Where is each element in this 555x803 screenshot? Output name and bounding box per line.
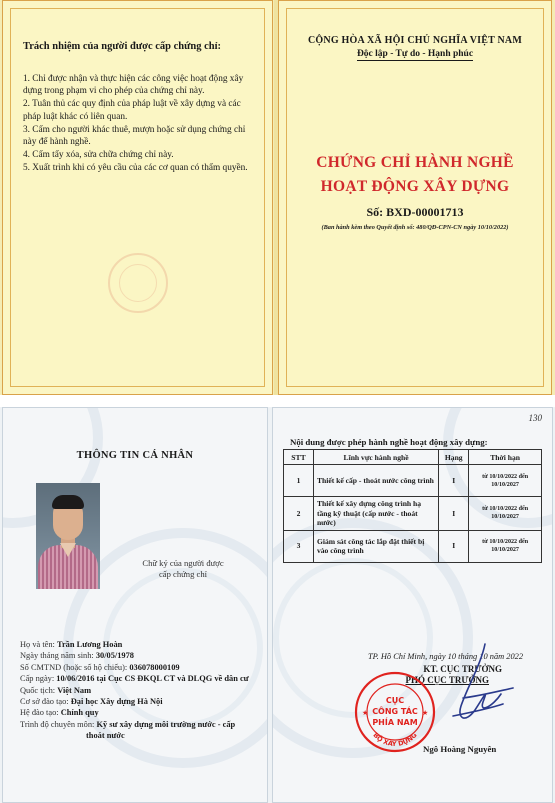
page-frame (286, 8, 544, 387)
cell-stt: 3 (284, 530, 314, 562)
seal-line: CỤC (385, 696, 405, 705)
cell-stt: 2 (284, 497, 314, 531)
responsibilities-page (2, 0, 273, 395)
table-row (284, 530, 542, 562)
info-row-birthdate: Ngày tháng năm sinh: 30/05/1978 (20, 651, 134, 661)
responsibility-item: 4. Cấm tẩy xóa, sửa chữa chứng chỉ này. (23, 150, 174, 161)
personal-info-page (2, 407, 268, 803)
personal-info-list (20, 639, 265, 742)
signer-name: Ngô Hoàng Nguyên (423, 744, 497, 754)
official-signature (423, 636, 523, 746)
header-term: Thời hạn (469, 450, 542, 465)
practice-scope-page (272, 407, 553, 803)
responsibility-item: 2. Tuân thủ các quy định của pháp luật về xây dựng và các pháp luật khác có liên quan. (23, 99, 241, 122)
info-row-name: Họ và tên: Trần Lương Hoàn (20, 640, 123, 649)
cell-term: từ 10/10/2022 đến 10/10/2027 (469, 465, 542, 497)
header-field: Lĩnh vực hành nghề (313, 450, 438, 465)
cell-grade: I (439, 530, 469, 562)
certificate-title-line2: HOẠT ĐỘNG XÂY DỰNG (320, 178, 510, 195)
cell-field: Thiết kế xây dựng công trình hạ tầng kỹ thuật (cấp nước - thoát nước) (313, 497, 438, 531)
table-row (284, 497, 542, 531)
responsibility-item: 3. Cấm cho người khác thuê, mượn hoặc sử dụng chứng chỉ này để hành nghề. (23, 124, 246, 148)
certificate-number: Số: BXD-00001713 (366, 205, 464, 219)
page-number: 130 (528, 413, 542, 423)
seal-line: PHÍA NAM (372, 718, 418, 727)
header-grade: Hạng (439, 450, 469, 465)
info-row-institution: Cơ sở đào tạo: Đại học Xây dựng Hà Nội (20, 697, 163, 707)
national-motto (279, 49, 551, 59)
info-row-nationality: Quốc tịch: Việt Nam (20, 685, 92, 695)
decision-note: (Ban hành kèm theo Quyết định số: 480/QĐ-CPN-CN ngày 10/10/2022) (321, 224, 509, 231)
info-row-id-number: Số CMTND (hoặc số hộ chiếu): 036078000109 (20, 662, 180, 672)
cell-term: từ 10/10/2022 đến 10/10/2027 (469, 530, 542, 562)
cell-grade: I (439, 497, 469, 531)
responsibility-item: 5. Xuất trình khi có yêu cầu của các cơ quan có thẩm quyền. (23, 163, 248, 174)
certificate-front-page (278, 0, 552, 395)
info-row-qualification: Trình độ chuyên môn: Kỹ sư xây dựng môi trường nước - cấp (20, 719, 236, 729)
header-stt: STT (284, 450, 314, 465)
seal-star-icon: ★ (422, 709, 429, 717)
spread-separator (0, 395, 555, 407)
table-row (284, 465, 542, 497)
seal-ring-text: BỘ XÂY DỰNG (371, 731, 419, 749)
scope-table (283, 449, 542, 563)
page-frame (10, 8, 265, 387)
table-header-row (284, 450, 542, 465)
motto-text: Độc lập - Tự do - Hạnh phúc (356, 49, 474, 59)
personal-info-title: THÔNG TIN CÁ NHÂN (76, 450, 194, 461)
responsibilities-title: Trách nhiệm của người được cấp chứng chỉ: (23, 41, 222, 52)
republic-heading: CỘNG HÒA XÃ HỘI CHỦ NGHĨA VIỆT NAM (308, 35, 522, 46)
seal-line: CÔNG TÁC (372, 707, 418, 716)
info-row-qualification-cont: thoát nước (86, 731, 125, 741)
cell-stt: 1 (284, 465, 314, 497)
portrait-photo (36, 483, 100, 589)
cell-grade: I (439, 465, 469, 497)
holder-signature-label: Chữ ký của người được cấp chứng chỉ (142, 558, 224, 579)
faint-seal-watermark (108, 253, 168, 313)
certificate-title-line1: CHỨNG CHỈ HÀNH NGHỀ (316, 154, 514, 171)
responsibilities-list (23, 73, 258, 176)
place-and-date: TP. Hồ Chí Minh, ngày 10 tháng 10 năm 2022 (368, 652, 524, 661)
certificate-cover-spread (0, 0, 555, 395)
seal-star-icon: ★ (362, 709, 369, 717)
info-row-training-type: Hệ đào tạo: Chính quy (20, 708, 99, 718)
scope-title: Nội dung được phép hành nghề hoạt động xây dựng: (290, 437, 488, 447)
info-row-issue-date: Cấp ngày: 10/06/2016 tại Cục CS ĐKQL CT và DLQG về dân cư (20, 674, 249, 684)
signer-role-line1: KT. CỤC TRƯỞNG (423, 664, 502, 674)
cell-term: từ 10/10/2022 đến 10/10/2027 (469, 497, 542, 531)
cell-field: Thiết kế cấp - thoát nước công trình (313, 465, 438, 497)
cell-field: Giám sát công tác lắp đặt thiết bị vào công trình (313, 530, 438, 562)
responsibility-item: 1. Chỉ được nhận và thực hiện các công việc hoạt động xây dựng trong phạm vi cho phép của chứng chỉ này. (23, 74, 244, 97)
signer-role-line2: PHÓ CỤC TRƯỞNG (405, 675, 489, 685)
certificate-inner-spread (0, 407, 555, 803)
